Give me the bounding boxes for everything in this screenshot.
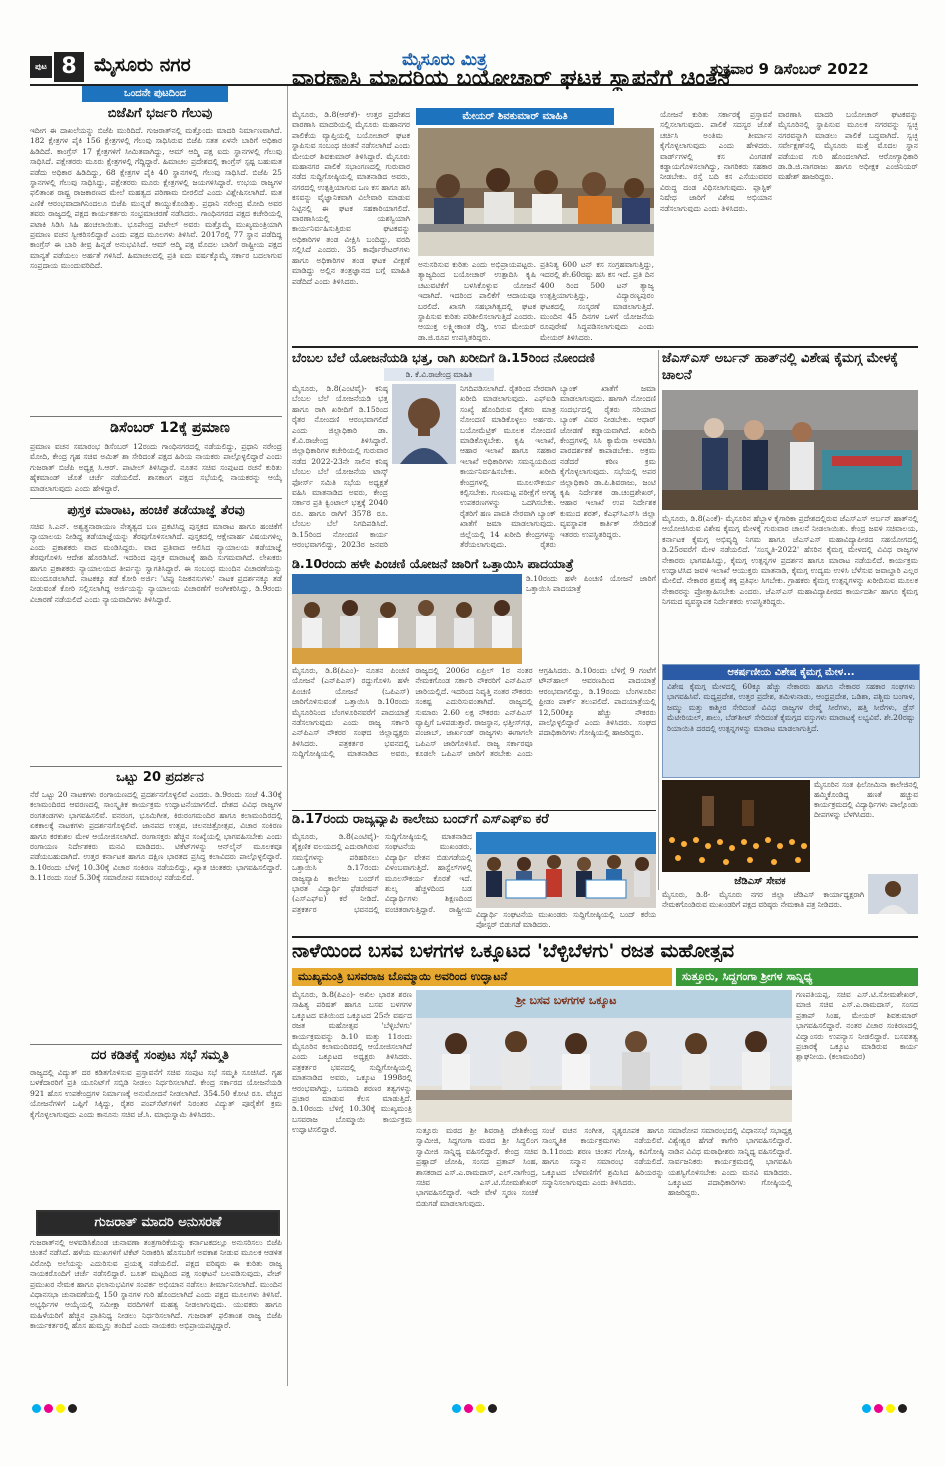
top-story-body-c: ಪ್ರತಿನಿತ್ಯ 600 ಟನ್ ಕಸ ಸಂಗ್ರಹವಾಗುತ್ತಿದ್ದು, ಇದರಲ್ಲಿ ಶೇ.60ರಷ್ಟು ಹಸಿ ಕಸ ಇದೆ. ಪ್ರತಿ ದಿನ 400 ರಿಂದ 500 ಟನ್ ತ್ಯಾಜ್ಯ ಉತ್ಪತ್ತಿಯಾಗುತ್ತಿದ್ದು, ವಿದ್ಯಾರಣ್ಯಪುರಂ ಘಟಕದಲ್ಲಿ ಸಂಸ್ಕರಣೆ ಮಾಡಲಾಗುತ್ತಿದೆ. ಮುಂದಿನ 45 ದಿನಗಳ ಒಳಗೆ ಯೋಜನೆಯ ರೂಪುರೇಷೆ ಸಿದ್ಧಪಡಿಸಲಾಗುವುದು ಎಂದು ಮೇಯರ್ ತಿಳಿಸಿದರು. (540, 260, 654, 342)
cyan-dot (32, 1404, 41, 1413)
handloom-photo (662, 390, 918, 510)
story6-body-d: ಸಮಾರೋಪ ಸಮಾರಂಭದಲ್ಲಿ ವಿಧಾನಸಭೆ ಸಭಾಧ್ಯಕ್ಷ ವಿಶ್ವೇಶ್ವರ ಹೆಗಡೆ ಕಾಗೇರಿ ಭಾಗವಹಿಸಲಿದ್ದಾರೆ. ನಾಡಿನ ವಿವಿಧ ಮಠಾಧೀಶರು ಸಾನ್ನಿಧ್ಯ ವಹಿಸಲಿದ್ದಾರೆ. ಸಾರ್ವಜನಿಕರು ಕಾರ್ಯಕ್ರಮದಲ್ಲಿ ಭಾಗವಹಿಸಿ ಯಶಸ್ವಿಗೊಳಿಸಬೇಕು ಎಂದು ಮನವಿ ಮಾಡಿದರು. ಒಕ್ಕೂಟದ ಪದಾಧಿಕಾರಿಗಳು ಗೋಷ್ಠಿಯಲ್ಲಿ ಹಾಜರಿದ್ದರು. (668, 1126, 792, 1198)
magenta-dot (464, 1404, 473, 1413)
yellow-dot (476, 1404, 485, 1413)
magenta-dot (874, 1404, 883, 1413)
story5-headline: ಡಿ.17ರಂದು ರಾಜ್ಯವ್ಯಾಪಿ ಕಾಲೇಜು ಬಂದ್‌ಗೆ ಎಸ್‌ಎಫ್‌ಐ ಕರೆ (292, 812, 549, 827)
diyas-photo (662, 780, 810, 872)
section-name: ಮೈಸೂರು ನಗರ (94, 54, 191, 76)
cyan-dot (452, 1404, 461, 1413)
top-story-headline: ವಾರಣಾಸಿ ಮಾದರಿಯ ಬಯೋಚಾರ್ ಘಟಕ ಸ್ಥಾಪನೆಗೆ ಚಿಂತನೆ (292, 66, 731, 91)
yellow-dot (56, 1404, 65, 1413)
kicker-bar: ಒಂದನೇ ಪುಟದಿಂದ (82, 86, 228, 102)
story2-body-a: ಮೈಸೂರು, ಡಿ.8(ಎಂಟಿವೈ)- ಕನಿಷ್ಠ ಬೆಂಬಲ ಬೆಲೆ ಯೋಜನೆಯಡಿ ಭತ್ತ ಹಾಗೂ ರಾಗಿ ಖರೀದಿಗೆ ಡಿ.15ರಿಂದ ರೈತರ ನೋಂದಣಿ ಆರಂಭವಾಗಲಿದೆ ಎಂದು ಜಿಲ್ಲಾಧಿಕಾರಿ ಡಾ. ಕೆ.ವಿ.ರಾಜೇಂದ್ರ ತಿಳಿಸಿದ್ದಾರೆ. ಜಿಲ್ಲಾಧಿಕಾರಿಗಳ ಕಚೇರಿಯಲ್ಲಿ ಗುರುವಾರ ನಡೆದ 2022-23ನೇ ಸಾಲಿನ ಕನಿಷ್ಠ ಬೆಂಬಲ ಬೆಲೆ ಯೋಜನೆಯ ಟಾಸ್ಕ್ ಫೋರ್ಸ್ ಸಮಿತಿ ಸಭೆಯ ಅಧ್ಯಕ್ಷತೆ ವಹಿಸಿ ಮಾತನಾಡಿದ ಅವರು, ಕೇಂದ್ರ ಸರ್ಕಾರ ಪ್ರತಿ ಕ್ವಿಂಟಾಲ್ ಭತ್ತಕ್ಕೆ 2040 ರೂ. ಹಾಗೂ ರಾಗಿಗೆ 3578 ರೂ. ಬೆಂಬಲ ಬೆಲೆ ನಿಗದಿಪಡಿಸಿದೆ. ಡಿ.15ರಿಂದ ನೋಂದಣಿ ಕಾರ್ಯ ಆರಂಭವಾಗಲಿದ್ದು, 2023ರ ಜನವರಿ (292, 384, 388, 550)
left-body-1: ಇದೀಗ ಈ ದಾಖಲೆಯನ್ನು ಬಿಜೆಪಿ ಮುರಿದಿದೆ. ಗುಜರಾತ್‌ನಲ್ಲಿ ಮತ್ತೊಂದು ಮಾದರಿ ನಿರ್ಮಾಣವಾಗಿದೆ. 182 ಕ್ಷೇತ್ರಗಳ ಪೈಕಿ 156 ಕ್ಷೇತ್ರಗಳಲ್ಲಿ ಗೆಲುವು ಸಾಧಿಸಿರುವ ಬಿಜೆಪಿ ಸತತ ಏಳನೇ ಬಾರಿಗೆ ಅಧಿಕಾರ ಹಿಡಿದಿದೆ. ಕಾಂಗ್ರೆಸ್ 17 ಕ್ಷೇತ್ರಗಳಿಗೆ ಸೀಮಿತವಾಗಿದ್ದು, ಆಮ್ ಆದ್ಮಿ ಪಕ್ಷ ಐದು ಸ್ಥಾನಗಳಲ್ಲಿ ಗೆಲುವು ಸಾಧಿಸಿದೆ. ಪಕ್ಷೇತರರು ಮೂರು ಕ್ಷೇತ್ರಗಳಲ್ಲಿ ಗೆದ್ದಿದ್ದಾರೆ. ಹಿಮಾಚಲ ಪ್ರದೇಶದಲ್ಲಿ ಕಾಂಗ್ರೆಸ್ ಸ್ಪಷ್ಟ ಬಹುಮತ ಪಡೆದು ಅಧಿಕಾರ ಹಿಡಿದಿದ್ದು, 68 ಕ್ಷೇತ್ರಗಳ ಪೈಕಿ 40 ಸ್ಥಾನಗಳಲ್ಲಿ ಗೆಲುವು ಸಾಧಿಸಿದೆ. ಬಿಜೆಪಿ 25 ಸ್ಥಾನಗಳಲ್ಲಿ ಗೆಲುವು ಸಾಧಿಸಿದ್ದು, ಪಕ್ಷೇತರರು ಮೂರು ಕ್ಷೇತ್ರಗಳಲ್ಲಿ ಜಯಗಳಿಸಿದ್ದಾರೆ. ಉಭಯ ರಾಜ್ಯಗಳ ಫಲಿತಾಂಶ ರಾಷ್ಟ್ರ ರಾಜಕಾರಣದ ಮೇಲೆ ಮಹತ್ವದ ಪರಿಣಾಮ ಬೀರಲಿದೆ ಎಂದು ವಿಶ್ಲೇಷಿಸಲಾಗಿದೆ. ಮತ ಎಣಿಕೆ ಆರಂಭವಾದಾಗಿನಿಂದಲೂ ಬಿಜೆಪಿ ಮುನ್ನಡೆ ಕಾಯ್ದುಕೊಂಡಿತ್ತು. ಪ್ರಧಾನಿ ನರೇಂದ್ರ ಮೋದಿ ಅವರ ತವರು ರಾಜ್ಯದಲ್ಲಿ ಪಕ್ಷದ ಕಾರ್ಯಕರ್ತರು ಸಂಭ್ರಮಾಚರಣೆ ನಡೆಸಿದರು. ಗಾಂಧಿನಗರದ ಪಕ್ಷದ ಕಚೇರಿಯಲ್ಲಿ ಪಟಾಕಿ ಸಿಡಿಸಿ ಸಿಹಿ ಹಂಚಲಾಯಿತು. ಭೂಪೇಂದ್ರ ಪಟೇಲ್ ಅವರು ಮತ್ತೊಮ್ಮೆ ಮುಖ್ಯಮಂತ್ರಿಯಾಗಿ ಪ್ರಮಾಣ ವಚನ ಸ್ವೀಕರಿಸಲಿದ್ದಾರೆ ಎಂದು ಪಕ್ಷದ ಮೂಲಗಳು ತಿಳಿಸಿವೆ. 2017ರಲ್ಲಿ 77 ಸ್ಥಾನ ಪಡೆದಿದ್ದ ಕಾಂಗ್ರೆಸ್ ಈ ಬಾರಿ ತೀವ್ರ ಹಿನ್ನಡೆ ಅನುಭವಿಸಿದೆ. ಆಮ್ ಆದ್ಮಿ ಪಕ್ಷ ಮೊದಲ ಬಾರಿಗೆ ರಾಷ್ಟ್ರೀಯ ಪಕ್ಷದ ಮಾನ್ಯತೆ ಪಡೆಯಲು ಅರ್ಹತೆ ಗಳಿಸಿದೆ. ಹಿಮಾಚಲದಲ್ಲಿ ಪ್ರತಿ ಐದು ವರ್ಷಕ್ಕೊಮ್ಮೆ ಸರ್ಕಾರ ಬದಲಾಗುವ ಸಂಪ್ರದಾಯ ಮುಂದುವರಿದಿದೆ. (30, 126, 282, 271)
story6-body-c: ಸಂಜೆ ವಚನ ಸಂಗೀತ, ನೃತ್ಯರೂಪಕ ಹಾಗೂ ಸಾಂಸ್ಕೃತಿಕ ಕಾರ್ಯಕ್ರಮಗಳು ನಡೆಯಲಿವೆ. ಡಿ.11ರಂದು ಶರಣ ಚಿಂತನ ಗೋಷ್ಠಿ, ಕವಿಗೋಷ್ಠಿ ಹಾಗೂ ಸನ್ಮಾನ ಸಮಾರಂಭ ನಡೆಯಲಿದೆ. ಒಕ್ಕೂಟದ ಬೆಳವಣಿಗೆಗೆ ಶ್ರಮಿಸಿದ ಹಿರಿಯರನ್ನು ಸನ್ಮಾನಿಸಲಾಗುವುದು ಎಂದು ತಿಳಿಸಿದರು. (542, 1126, 664, 1188)
black-dot (68, 1404, 77, 1413)
left-body-6: ಗುಜರಾತ್‌ನಲ್ಲಿ ಅಳವಡಿಸಿಕೊಂಡ ಚುನಾವಣಾ ತಂತ್ರಗಾರಿಕೆಯನ್ನು ಕರ್ನಾಟಕದಲ್ಲೂ ಅನುಸರಿಸಲು ಬಿಜೆಪಿ ಚಿಂತನೆ ನಡೆಸಿದೆ. ಹಳೆಯ ಮುಖಗಳಿಗೆ ಟಿಕೆಟ್ ನಿರಾಕರಿಸಿ ಹೊಸಬರಿಗೆ ಅವಕಾಶ ನೀಡುವ ಮೂಲಕ ಆಡಳಿತ ವಿರೋಧಿ ಅಲೆಯನ್ನು ಎದುರಿಸುವ ಪ್ರಯತ್ನ ನಡೆಯಲಿದೆ. ಪಕ್ಷದ ವರಿಷ್ಠರು ಈ ಕುರಿತು ರಾಜ್ಯ ನಾಯಕರೊಂದಿಗೆ ಚರ್ಚೆ ನಡೆಸಲಿದ್ದಾರೆ. ಬೂತ್ ಮಟ್ಟದಿಂದ ಪಕ್ಷ ಸಂಘಟನೆ ಬಲಪಡಿಸುವುದು, ಪೇಜ್ ಪ್ರಮುಖರ ನೇಮಕ ಹಾಗೂ ಫಲಾನುಭವಿಗಳ ಸಂಪರ್ಕ ಅಭಿಯಾನ ನಡೆಸಲು ತೀರ್ಮಾನಿಸಲಾಗಿದೆ. ಮುಂದಿನ ವಿಧಾನಸಭಾ ಚುನಾವಣೆಯಲ್ಲಿ 150 ಸ್ಥಾನಗಳ ಗುರಿ ಹೊಂದಲಾಗಿದೆ ಎಂದು ಪಕ್ಷದ ಮೂಲಗಳು ತಿಳಿಸಿವೆ. ಅಭ್ಯರ್ಥಿಗಳ ಆಯ್ಕೆಯಲ್ಲಿ ಸಮೀಕ್ಷಾ ವರದಿಗಳಿಗೆ ಮಹತ್ವ ನೀಡಲಾಗುವುದು. ಯುವಕರು ಹಾಗೂ ಮಹಿಳೆಯರಿಗೆ ಹೆಚ್ಚಿನ ಪ್ರಾತಿನಿಧ್ಯ ನೀಡಲು ನಿರ್ಧರಿಸಲಾಗಿದೆ. ಗುಜರಾತ್ ಫಲಿತಾಂಶ ರಾಜ್ಯ ಬಿಜೆಪಿ ಕಾರ್ಯಕರ್ತರಲ್ಲಿ ಹೊಸ ಹುಮ್ಮಸ್ಸು ತಂದಿದೆ ಎಂದು ನಾಯಕರು ಅಭಿಪ್ರಾಯಪಟ್ಟಿದ್ದಾರೆ. (30, 1238, 282, 1331)
registration-marks-center (452, 1398, 500, 1417)
issue-date: ಶುಕ್ರವಾರ 9 ಡಿಸೆಂಬರ್ 2022 (710, 60, 869, 78)
diyas-caption: ಮೈಸೂರಿನ ಸಂತ ಫಿಲೋಮಿನಾ ಕಾಲೇಜಿನಲ್ಲಿ ಹಮ್ಮಿಕೊಂಡಿದ್ದ ಹಣತೆ ಹಚ್ಚುವ ಕಾರ್ಯಕ್ರಮದಲ್ಲಿ ವಿದ್ಯಾರ್ಥಿಗಳು ಪಾಲ್ಗೊಂಡು ದೀಪಗಳನ್ನು ಬೆಳಗಿಸಿದರು. (814, 780, 918, 819)
registration-marks-left (32, 1398, 80, 1417)
story6-tag1 (292, 968, 672, 986)
sfi-photo (476, 832, 656, 908)
left-head-6: ಗುಜರಾತ್ ಮಾದರಿ ಅನುಸರಣೆ (94, 1215, 222, 1230)
left-body-3: ಸಚಿವ ಸಿ.ಎನ್. ಅಶ್ವತ್ಥನಾರಾಯಣ ನೇತೃತ್ವದ ಬಣ ಪ್ರಕಟಿಸಿದ್ದ ಪುಸ್ತಕದ ಮಾರಾಟ ಹಾಗೂ ಹಂಚಿಕೆಗೆ ನ್ಯಾಯಾಲಯ ನೀಡಿದ್ದ ತಡೆಯಾಜ್ಞೆಯನ್ನು ತೆರವುಗೊಳಿಸಲಾಗಿದೆ. ಪುಸ್ತಕದಲ್ಲಿ ಆಕ್ಷೇಪಾರ್ಹ ವಿಷಯಗಳಿಲ್ಲ ಎಂದು ಪ್ರಕಾಶಕರು ವಾದ ಮಂಡಿಸಿದ್ದರು. ವಾದ ಪ್ರತಿವಾದ ಆಲಿಸಿದ ನ್ಯಾಯಾಲಯ ತಡೆಯಾಜ್ಞೆ ತೆರವುಗೊಳಿಸಿ ಆದೇಶ ಹೊರಡಿಸಿದೆ. ಇದರಿಂದ ಪುಸ್ತಕ ಮಾರಾಟಕ್ಕೆ ಹಾದಿ ಸುಗಮವಾಗಿದೆ. ಲೇಖಕರು ಹಾಗೂ ಪ್ರಕಾಶಕರು ನ್ಯಾಯಾಲಯದ ತೀರ್ಪನ್ನು ಸ್ವಾಗತಿಸಿದ್ದಾರೆ. ಈ ಸಂಬಂಧ ಮುಂದಿನ ವಿಚಾರಣೆಯನ್ನು ಮುಂದೂಡಲಾಗಿದೆ. ನಾಟಕಕ್ಕೂ ತಡೆ ಕೋರಿ ಅರ್ಜಿ: 'ಟಿಪ್ಪು ನಿಜಕನಸುಗಳು' ನಾಟಕ ಪ್ರದರ್ಶನಕ್ಕೂ ತಡೆ ನೀಡುವಂತೆ ಕೋರಿ ಸಲ್ಲಿಸಲಾಗಿದ್ದ ಅರ್ಜಿಯನ್ನು ನ್ಯಾಯಾಲಯ ವಿಚಾರಣೆಗೆ ಅಂಗೀಕರಿಸಿದ್ದು, ಡಿ.9ರಂದು ವಿಚಾರಣೆ ನಡೆಯಲಿದೆ ಎಂದು ನ್ಯಾಯವಾದಿಗಳು ತಿಳಿಸಿದ್ದಾರೆ. (30, 522, 282, 604)
top-story-subhead-bar: ಮೇಯರ್ ಶಿವಕುಮಾರ್ ಮಾಹಿತಿ (416, 108, 614, 125)
story2-body-b: ನಿಗದಿಪಡಿಸಲಾಗಿದೆ. ರೈತರಿಂದ ನೇರವಾಗಿ ಖರೀದಿ ಮಾಡಲಾಗುವುದು. ಎಫ್‌ಐಡಿ ಸಂಖ್ಯೆ ಹೊಂದಿರುವ ರೈತರು ಮಾತ್ರ ನೋಂದಣಿ ಮಾಡಿಕೊಳ್ಳಲು ಅರ್ಹರು. ಬಯೋಮೆಟ್ರಿಕ್ ಮೂಲಕ ನೋಂದಣಿ ಮಾಡಿಕೊಳ್ಳಬೇಕು. ಕೃಷಿ ಇಲಾಖೆ, ಆಹಾರ ಇಲಾಖೆ ಹಾಗೂ ಸಹಕಾರ ಇಲಾಖೆ ಅಧಿಕಾರಿಗಳು ಸಮನ್ವಯದಿಂದ ಕಾರ್ಯನಿರ್ವಹಿಸಬೇಕು. ಖರೀದಿ ಕೇಂದ್ರಗಳಲ್ಲಿ ಮೂಲಸೌಕರ್ಯ ಕಲ್ಪಿಸಬೇಕು. ಗುಣಮಟ್ಟ ಪರೀಕ್ಷೆಗೆ ಅಗತ್ಯ ಉಪಕರಣಗಳನ್ನು ಒದಗಿಸಬೇಕು. ರೈತರಿಗೆ ಹಣ ಪಾವತಿ ನೇರವಾಗಿ ಬ್ಯಾಂಕ್ ಖಾತೆಗೆ ಜಮಾ ಮಾಡಲಾಗುವುದು. ಜಿಲ್ಲೆಯಲ್ಲಿ 14 ಖರೀದಿ ಕೇಂದ್ರಗಳನ್ನು ತೆರೆಯಲಾಗುವುದು. ರೈತರು (460, 384, 556, 550)
jds-photo (868, 874, 918, 914)
story5-body: ಮೈಸೂರು, ಡಿ.8(ಎಂಟಿವೈ)- ಶೈಕ್ಷಣಿಕ ವಲಯದಲ್ಲಿ ಎದುರಾಗಿರುವ ಸಮಸ್ಯೆಗಳನ್ನು ಪರಿಹರಿಸಲು ಒತ್ತಾಯಿಸಿ ಡಿ.17ರಂದು ರಾಜ್ಯವ್ಯಾಪಿ ಕಾಲೇಜು ಬಂದ್‌ಗೆ ಭಾರತ ವಿದ್ಯಾರ್ಥಿ ಫೆಡರೇಷನ್ (ಎಸ್‌ಎಫ್‌ಐ) ಕರೆ ನೀಡಿದೆ. ಪತ್ರಕರ್ತರ ಭವನದಲ್ಲಿ ಸುದ್ದಿಗೋಷ್ಠಿಯಲ್ಲಿ ಮಾತನಾಡಿದ ಸಂಘಟನೆಯ ಮುಖಂಡರು, ವಿದ್ಯಾರ್ಥಿ ವೇತನ ಬಿಡುಗಡೆಯಲ್ಲಿ ವಿಳಂಬವಾಗುತ್ತಿದೆ. ಹಾಸ್ಟೆಲ್‌ಗಳಲ್ಲಿ ಮೂಲಸೌಕರ್ಯ ಕೊರತೆ ಇದೆ. ಶುಲ್ಕ ಹೆಚ್ಚಳದಿಂದ ಬಡ ವಿದ್ಯಾರ್ಥಿಗಳು ಶಿಕ್ಷಣದಿಂದ ವಂಚಿತರಾಗುತ್ತಿದ್ದಾರೆ. ರಾಷ್ಟ್ರೀಯ (292, 832, 472, 914)
black-dot (488, 1404, 497, 1413)
top-story-body-d: ಯೋಜನೆ ಕುರಿತು ಸರ್ಕಾರಕ್ಕೆ ಪ್ರಸ್ತಾವನೆ ಸಲ್ಲಿಸಲಾಗುವುದು. ಪಾಲಿಕೆ ಸದಸ್ಯರ ಜೊತೆ ಚರ್ಚಿಸಿ ಅಂತಿಮ ತೀರ್ಮಾನ ಕೈಗೊಳ್ಳಲಾಗುವುದು ಎಂದು ಹೇಳಿದರು. ವಾರ್ಡ್‌ಗಳಲ್ಲಿ ಕಸ ವಿಂಗಡಣೆ ಕಡ್ಡಾಯಗೊಳಿಸಲಾಗಿದ್ದು, ನಾಗರಿಕರು ಸಹಕಾರ ನೀಡಬೇಕು. ರಸ್ತೆ ಬದಿ ಕಸ ಎಸೆಯುವವರ ವಿರುದ್ಧ ದಂಡ ವಿಧಿಸಲಾಗುವುದು. ಪ್ಲಾಸ್ಟಿಕ್ ನಿಷೇಧ ಜಾರಿಗೆ ವಿಶೇಷ ಅಭಿಯಾನ ನಡೆಸಲಾಗುವುದು ಎಂದು ತಿಳಿಸಿದರು. (660, 110, 772, 213)
story6-body-a: ಮೈಸೂರು, ಡಿ.8(ಪಿಎಂ)- ಅಖಿಲ ಭಾರತ ಶರಣ ಸಾಹಿತ್ಯ ಪರಿಷತ್ ಹಾಗೂ ಬಸವ ಬಳಗಗಳ ಒಕ್ಕೂಟದ ವತಿಯಿಂದ ಒಕ್ಕೂಟದ 25ನೇ ವರ್ಷದ ರಜತ ಮಹೋತ್ಸವ 'ಬೆಳ್ಳಿಬೆಳಗು' ಕಾರ್ಯಕ್ರಮವನ್ನು ಡಿ.10 ಮತ್ತು 11ರಂದು ಮೈಸೂರಿನ ಕಲಾಮಂದಿರದಲ್ಲಿ ಆಯೋಜಿಸಲಾಗಿದೆ ಎಂದು ಒಕ್ಕೂಟದ ಅಧ್ಯಕ್ಷರು ತಿಳಿಸಿದರು. ಪತ್ರಕರ್ತರ ಭವನದಲ್ಲಿ ಸುದ್ದಿಗೋಷ್ಠಿಯಲ್ಲಿ ಮಾತನಾಡಿದ ಅವರು, ಒಕ್ಕೂಟ 1998ರಲ್ಲಿ ಆರಂಭವಾಗಿದ್ದು, ಬಸವಾದಿ ಶರಣರ ತತ್ವಗಳನ್ನು ಪ್ರಚಾರ ಮಾಡುವ ಕೆಲಸ ಮಾಡುತ್ತಿದೆ. ಡಿ.10ರಂದು ಬೆಳಿಗ್ಗೆ 10.30ಕ್ಕೆ ಮುಖ್ಯಮಂತ್ರಿ ಬಸವರಾಜ ಬೊಮ್ಮಾಯಿ ಕಾರ್ಯಕ್ರಮ ಉದ್ಘಾಟಿಸಲಿದ್ದಾರೆ. (292, 990, 412, 1135)
left-body-5: ರಾಜ್ಯದಲ್ಲಿ ವಿದ್ಯುತ್ ದರ ಕಡಿತಗೊಳಿಸುವ ಪ್ರಸ್ತಾವನೆಗೆ ಸಚಿವ ಸಂಪುಟ ಸಭೆ ಸಮ್ಮತಿ ಸೂಚಿಸಿದೆ. ಗೃಹ ಬಳಕೆದಾರರಿಗೆ ಪ್ರತಿ ಯೂನಿಟ್‌ಗೆ ಸಬ್ಸಿಡಿ ನೀಡಲು ನಿರ್ಧರಿಸಲಾಗಿದೆ. ಕೇಂದ್ರ ಸರ್ಕಾರದ ಯೋಜನೆಯಡಿ 921 ಹೊಸ ಉಪಕೇಂದ್ರಗಳ ನಿರ್ಮಾಣಕ್ಕೆ ಅನುಮೋದನೆ ನೀಡಲಾಗಿದೆ. 354.50 ಕೋಟಿ ರೂ. ವೆಚ್ಚದ ಯೋಜನೆಗಳಿಗೆ ಒಪ್ಪಿಗೆ ಸಿಕ್ಕಿದ್ದು, ರೈತರ ಪಂಪ್‌ಸೆಟ್‌ಗಳಿಗೆ ನಿರಂತರ ವಿದ್ಯುತ್ ಪೂರೈಕೆಗೆ ಕ್ರಮ ಕೈಗೊಳ್ಳಲಾಗುವುದು ಎಂದು ಕಾನೂನು ಸಚಿವ ಜೆ.ಸಿ. ಮಾಧುಸ್ವಾಮಿ ತಿಳಿಸಿದರು. (30, 1068, 282, 1119)
left-head-6-bar (36, 1210, 280, 1236)
basava-banner-text: ಶ್ರೀ ಬಸವ ಬಳಗಗಳ ಒಕ್ಕೂಟ (516, 994, 617, 1007)
story2-headline: ಬೆಂಬಲ ಬೆಲೆ ಯೋಜನೆಯಡಿ ಭತ್ತ, ರಾಗಿ ಖರೀದಿಗೆ ಡಿ.15ರಿಂದ ನೋಂದಣಿ (292, 350, 595, 365)
tag2-text: ಸುತ್ತೂರು, ಸಿದ್ದಗಂಗಾ ಶ್ರೀಗಳ ಸಾನ್ನಿಧ್ಯ (682, 970, 813, 983)
left-body-4: ನೆರೆ ಒಟ್ಟು 20 ನಾಟಕಗಳು ರಂಗಾಯಣದಲ್ಲಿ ಪ್ರದರ್ಶನಗೊಳ್ಳಲಿವೆ ಎಂದರು. ಡಿ.9ರಂದು ಸಂಜೆ 4.30ಕ್ಕೆ ಕಲಾಮಂದಿರದ ಆವರಣದಲ್ಲಿ ಸಾಂಸ್ಕೃತಿಕ ಕಾರ್ಯಕ್ರಮ ಉದ್ಘಾಟನೆಯಾಗಲಿದೆ. ದೇಶದ ವಿವಿಧ ರಾಜ್ಯಗಳ ರಂಗತಂಡಗಳು ಭಾಗವಹಿಸಲಿವೆ. ವನರಂಗ, ಭೂಮಿಗೀತ, ಕಿರುರಂಗಮಂದಿರ ಹಾಗೂ ಕಲಾಮಂದಿರದಲ್ಲಿ ಏಕಕಾಲಕ್ಕೆ ನಾಟಕಗಳು ಪ್ರದರ್ಶನಗೊಳ್ಳಲಿವೆ. ಜಾನಪದ ಉತ್ಸವ, ಚಲನಚಿತ್ರೋತ್ಸವ, ವಿಚಾರ ಸಂಕಿರಣ ಹಾಗೂ ಕರಕುಶಲ ಮೇಳ ಆಯೋಜಿಸಲಾಗಿದೆ. ರಂಗಾಸಕ್ತರು ಹೆಚ್ಚಿನ ಸಂಖ್ಯೆಯಲ್ಲಿ ಭಾಗವಹಿಸಬೇಕು ಎಂದು ರಂಗಾಯಣ ನಿರ್ದೇಶಕರು ಮನವಿ ಮಾಡಿದರು. ಟಿಕೆಟ್‌ಗಳನ್ನು ಆನ್‌ಲೈನ್ ಮೂಲಕವೂ ಪಡೆಯಬಹುದಾಗಿದೆ. ಉತ್ತರ ಕರ್ನಾಟಕ ಹಾಗೂ ದಕ್ಷಿಣ ಭಾರತದ ಪ್ರಸಿದ್ಧ ಕಲಾವಿದರು ಪಾಲ್ಗೊಳ್ಳಲಿದ್ದಾರೆ. ಡಿ.10ರಂದು ಬೆಳಿಗ್ಗೆ 10.30ಕ್ಕೆ ವಿಚಾರ ಸಂಕಿರಣ ನಡೆಯಲಿದ್ದು, ಖ್ಯಾತ ಚಿಂತಕರು ಭಾಗವಹಿಸಲಿದ್ದಾರೆ. ಡಿ.11ರಂದು ಸಂಜೆ 5.30ಕ್ಕೆ ಸಮಾರೋಪ ಸಮಾರಂಭ ನಡೆಯಲಿದೆ. (30, 790, 282, 883)
story4-body-side: ಡಿ.10ರಂದು ಹಳೇ ಪಿಂಚಣಿ ಯೋಜನೆ ಜಾರಿಗೆ ಒತ್ತಾಯಿಸಿ ಪಾದಯಾತ್ರೆ (526, 574, 656, 594)
meeting-photo (418, 128, 654, 256)
top-story-body-e: ವಾರಣಾಸಿ ಮಾದರಿ ಬಯೋಚಾರ್ ಘಟಕವನ್ನು ಮೈಸೂರಿನಲ್ಲಿ ಸ್ಥಾಪಿಸುವ ಮೂಲಕ ನಗರವನ್ನು ಸ್ವಚ್ಛ ನಗರವನ್ನಾಗಿ ಮಾಡಲು ಪಾಲಿಕೆ ಬದ್ಧವಾಗಿದೆ. ಸ್ವಚ್ಛ ಸರ್ವೇಕ್ಷಣ್‌ನಲ್ಲಿ ಮೈಸೂರು ಮತ್ತೆ ಮೊದಲ ಸ್ಥಾನ ಪಡೆಯುವ ಗುರಿ ಹೊಂದಲಾಗಿದೆ. ಆರೋಗ್ಯಾಧಿಕಾರಿ ಡಾ.ಡಿ.ಜಿ.ನಾಗರಾಜು ಹಾಗೂ ಅಧೀಕ್ಷಕ ಎಂಜಿನಿಯರ್ ಮಹೇಶ್ ಹಾಜರಿದ್ದರು. (778, 110, 918, 182)
magenta-dot (44, 1404, 53, 1413)
story2-byline: ಡಿ. ಕೆ.ವಿ.ರಾಜೇಂದ್ರ ಮಾಹಿತಿ (384, 368, 494, 381)
left-headline: ಬಿಜೆಪಿಗೆ ಭರ್ಜರಿ ಗೆಲುವು (107, 106, 213, 121)
jds-caption-title: ಜೆಡಿಎಸ್ ಸೇವಕ (734, 876, 786, 887)
jds-caption: ಮೈಸೂರು, ಡಿ.8- ಮೈಸೂರು ನಗರ ಜಿಲ್ಲಾ ಜೆಡಿಎಸ್ ಕಾರ್ಯಾಧ್ಯಕ್ಷರಾಗಿ ನೇಮಕಗೊಂಡಿರುವ ಮುಖಂಡರಿಗೆ ಪಕ್ಷದ ವರಿಷ್ಠರು ನೇಮಕಾತಿ ಪತ್ರ ನೀಡಿದರು. (662, 890, 864, 909)
pension-photo (292, 574, 522, 664)
yellow-dot (886, 1404, 895, 1413)
page-label: ಪುಟ (30, 56, 52, 78)
handloom-box-body: ವಿಶೇಷ ಕೈಮಗ್ಗ ಮೇಳದಲ್ಲಿ 60ಕ್ಕೂ ಹೆಚ್ಚು ನೇಕಾರರು ಹಾಗೂ ನೇಕಾರರ ಸಹಕಾರ ಸಂಘಗಳು ಭಾಗವಹಿಸಿವೆ. ಮಧ್ಯಪ್ರದೇಶ, ಉತ್ತರ ಪ್ರದೇಶ, ತಮಿಳುನಾಡು, ಆಂಧ್ರಪ್ರದೇಶ, ಒಡಿಶಾ, ಪಶ್ಚಿಮ ಬಂಗಾಳ, ಜಮ್ಮು ಮತ್ತು ಕಾಶ್ಮೀರ ಸೇರಿದಂತೆ ವಿವಿಧ ರಾಜ್ಯಗಳ ರೇಷ್ಮೆ ಸೀರೆಗಳು, ಹತ್ತಿ ಸೀರೆಗಳು, ಡ್ರೆಸ್ ಮೆಟೀರಿಯಲ್, ಶಾಲು, ಬೆಡ್‌ಶೀಟ್ ಸೇರಿದಂತೆ ಕೈಮಗ್ಗದ ವಸ್ತುಗಳು ಮಾರಾಟಕ್ಕೆ ಲಭ್ಯವಿವೆ. ಶೇ.20ರಷ್ಟು ರಿಯಾಯಿತಿ ದರದಲ್ಲಿ ಉತ್ಪನ್ನಗಳನ್ನು ಮಾರಾಟ ಮಾಡಲಾಗುತ್ತಿದೆ. (667, 682, 915, 733)
top-story-body-b: ಅನುಸರಿಸುವ ಕುರಿತು ಎಂದು ಅಭಿಪ್ರಾಯಪಟ್ಟರು. ತ್ಯಾಜ್ಯದಿಂದ ಬಯೋಚಾರ್ ಉತ್ಪಾದಿಸಿ ಕೃಷಿ ಚಟುವಟಿಕೆಗೆ ಬಳಸಿಕೊಳ್ಳುವ ಯೋಜನೆ ಇದಾಗಿದೆ. ಇದರಿಂದ ಪಾಲಿಕೆಗೆ ಆದಾಯವೂ ಬರಲಿದೆ. ಖಾಸಗಿ ಸಹಭಾಗಿತ್ವದಲ್ಲಿ ಘಟಕ ಸ್ಥಾಪಿಸುವ ಕುರಿತು ಪರಿಶೀಲಿಸಲಾಗುತ್ತಿದೆ ಎಂದರು. ಆಯುಕ್ತ ಲಕ್ಷ್ಮೀಕಾಂತ ರೆಡ್ಡಿ, ಉಪ ಮೇಯರ್ ಡಾ.ಜಿ.ರೂಪ ಉಪಸ್ಥಿತರಿದ್ದರು. (418, 260, 536, 342)
story4-body: ಮೈಸೂರು, ಡಿ.8(ಪಿಎಂ)- ನೂತನ ಪಿಂಚಣಿ ಯೋಜನೆ (ಎನ್‌ಪಿಎಸ್) ರದ್ದುಗೊಳಿಸಿ ಹಳೇ ಪಿಂಚಣಿ ಯೋಜನೆ (ಒಪಿಎಸ್) ಜಾರಿಗೊಳಿಸುವಂತೆ ಒತ್ತಾಯಿಸಿ ಡಿ.10ರಂದು ಮೈಸೂರಿನಿಂದ ಬೆಂಗಳೂರಿನವರೆಗೆ ಪಾದಯಾತ್ರೆ ನಡೆಸಲಾಗುವುದು ಎಂದು ರಾಜ್ಯ ಸರ್ಕಾರಿ ಎನ್‌ಪಿಎಸ್ ನೌಕರರ ಸಂಘದ ಜಿಲ್ಲಾಧ್ಯಕ್ಷರು ತಿಳಿಸಿದರು. ಪತ್ರಕರ್ತರ ಭವನದಲ್ಲಿ ಸುದ್ದಿಗೋಷ್ಠಿಯಲ್ಲಿ ಮಾತನಾಡಿದ ಅವರು, ರಾಜ್ಯದಲ್ಲಿ 2006ರ ಏಪ್ರಿಲ್ 1ರ ನಂತರ ನೇಮಕಗೊಂಡ ಸರ್ಕಾರಿ ನೌಕರರಿಗೆ ಎನ್‌ಪಿಎಸ್ ಜಾರಿಯಲ್ಲಿದೆ. ಇದರಿಂದ ನಿವೃತ್ತಿ ನಂತರ ನೌಕರರು ಸಂಕಷ್ಟ ಎದುರಿಸುವಂತಾಗಿದೆ. ರಾಜ್ಯದಲ್ಲಿ ಸುಮಾರು 2.60 ಲಕ್ಷ ನೌಕರರು ಎನ್‌ಪಿಎಸ್ ವ್ಯಾಪ್ತಿಗೆ ಒಳಪಡುತ್ತಾರೆ. ರಾಜಸ್ಥಾನ, ಛತ್ತೀಸ್‌ಗಢ, ಪಂಜಾಬ್, ಜಾರ್ಖಂಡ್ ರಾಜ್ಯಗಳು ಈಗಾಗಲೇ ಒಪಿಎಸ್ ಜಾರಿಗೊಳಿಸಿವೆ. ರಾಜ್ಯ ಸರ್ಕಾರವೂ ಕೂಡಲೇ ಒಪಿಎಸ್ ಜಾರಿಗೆ ತರಬೇಕು ಎಂದು ಆಗ್ರಹಿಸಿದರು. ಡಿ.10ರಂದು ಬೆಳಿಗ್ಗೆ 9 ಗಂಟೆಗೆ ಟೌನ್‌ಹಾಲ್ ಆವರಣದಿಂದ ಪಾದಯಾತ್ರೆ ಆರಂಭವಾಗಲಿದ್ದು, ಡಿ.19ರಂದು ಬೆಂಗಳೂರಿನ ಫ್ರೀಡಂ ಪಾರ್ಕ್ ತಲುಪಲಿದೆ. ಪಾದಯಾತ್ರೆಯಲ್ಲಿ 12,500ಕ್ಕೂ ಹೆಚ್ಚು ನೌಕರರು ಪಾಲ್ಗೊಳ್ಳಲಿದ್ದಾರೆ ಎಂದು ತಿಳಿಸಿದರು. ಸಂಘದ ಪದಾಧಿಕಾರಿಗಳು ಗೋಷ್ಠಿಯಲ್ಲಿ ಹಾಜರಿದ್ದರು. (292, 666, 656, 759)
top-story-body-a: ಮೈಸೂರು, ಡಿ.8(ಆರ್‌ಕೆ)- ಉತ್ತರ ಪ್ರದೇಶದ ವಾರಣಾಸಿ ಮಾದರಿಯಲ್ಲಿ ಮೈಸೂರು ಮಹಾನಗರ ಪಾಲಿಕೆಯ ವ್ಯಾಪ್ತಿಯಲ್ಲಿ ಬಯೋಚಾರ್ ಘಟಕ ಸ್ಥಾಪಿಸುವ ಸಂಬಂಧ ಚಿಂತನೆ ನಡೆಸಲಾಗಿದೆ ಎಂದು ಮೇಯರ್ ಶಿವಕುಮಾರ್ ತಿಳಿಸಿದ್ದಾರೆ. ಮೈಸೂರು ಮಹಾನಗರ ಪಾಲಿಕೆ ಸಭಾಂಗಣದಲ್ಲಿ ಗುರುವಾರ ನಡೆದ ಸುದ್ದಿಗೋಷ್ಠಿಯಲ್ಲಿ ಮಾತನಾಡಿದ ಅವರು, ನಗರದಲ್ಲಿ ಉತ್ಪತ್ತಿಯಾಗುವ ಒಣ ಕಸ ಹಾಗೂ ಹಸಿ ಕಸವನ್ನು ವೈಜ್ಞಾನಿಕವಾಗಿ ವಿಲೇವಾರಿ ಮಾಡುವ ನಿಟ್ಟಿನಲ್ಲಿ ಈ ಘಟಕ ಸಹಕಾರಿಯಾಗಲಿದೆ. ವಾರಣಾಸಿಯಲ್ಲಿ ಯಶಸ್ವಿಯಾಗಿ ಕಾರ್ಯನಿರ್ವಹಿಸುತ್ತಿರುವ ಘಟಕವನ್ನು ಅಧಿಕಾರಿಗಳ ತಂಡ ವೀಕ್ಷಿಸಿ ಬಂದಿದ್ದು, ವರದಿ ಸಲ್ಲಿಸಿದೆ ಎಂದರು. 35 ಕಾರ್ಪೊರೇಟರ್‌ಗಳು ಹಾಗೂ ಅಧಿಕಾರಿಗಳ ತಂಡ ಘಟಕ ವೀಕ್ಷಣೆ ಮಾಡಿದ್ದು ಅಲ್ಲಿನ ತಂತ್ರಜ್ಞಾನದ ಬಗ್ಗೆ ಮಾಹಿತಿ ಪಡೆದಿದೆ ಎಂದು ತಿಳಿಸಿದರು. (292, 110, 410, 286)
story3-body: ಮೈಸೂರು, ಡಿ.8(ಎಂಕೆ)- ಮೈಸೂರಿನ ಹೆಬ್ಬಾಳ ಕೈಗಾರಿಕಾ ಪ್ರದೇಶದಲ್ಲಿರುವ ಜೆಎಸ್‌ಎಸ್ ಅರ್ಬನ್ ಹಾತ್‌ನಲ್ಲಿ ಆಯೋಜಿಸಿರುವ ವಿಶೇಷ ಕೈಮಗ್ಗ ಮೇಳಕ್ಕೆ ಗುರುವಾರ ಚಾಲನೆ ನೀಡಲಾಯಿತು. ಕೇಂದ್ರ ಜವಳಿ ಸಚಿವಾಲಯ, ಕರ್ನಾಟಕ ಕೈಮಗ್ಗ ಅಭಿವೃದ್ಧಿ ನಿಗಮ ಹಾಗೂ ಜೆಎಸ್‌ಎಸ್ ಮಹಾವಿದ್ಯಾಪೀಠದ ಸಹಯೋಗದಲ್ಲಿ ಡಿ.25ರವರೆಗೆ ಮೇಳ ನಡೆಯಲಿದೆ. 'ಸಂಸ್ಕೃತಿ-2022' ಹೆಸರಿನ ಕೈಮಗ್ಗ ಮೇಳದಲ್ಲಿ ವಿವಿಧ ರಾಜ್ಯಗಳ ನೇಕಾರರು ಭಾಗವಹಿಸಿದ್ದು, ಕೈಮಗ್ಗ ಉತ್ಪನ್ನಗಳ ಪ್ರದರ್ಶನ ಹಾಗೂ ಮಾರಾಟ ನಡೆಯಲಿದೆ. ಕಾರ್ಯಕ್ರಮ ಉದ್ಘಾಟಿಸಿದ ಜವಳಿ ಇಲಾಖೆ ಆಯುಕ್ತರು ಮಾತನಾಡಿ, ಕೈಮಗ್ಗ ಉದ್ಯಮ ಉಳಿಸಿ ಬೆಳೆಸುವ ಜವಾಬ್ದಾರಿ ಎಲ್ಲರ ಮೇಲಿದೆ. ನೇಕಾರರ ಶ್ರಮಕ್ಕೆ ತಕ್ಕ ಪ್ರತಿಫಲ ಸಿಗಬೇಕು. ಗ್ರಾಹಕರು ಕೈಮಗ್ಗ ಉತ್ಪನ್ನಗಳನ್ನು ಖರೀದಿಸುವ ಮೂಲಕ ನೇಕಾರರನ್ನು ಪ್ರೋತ್ಸಾಹಿಸಬೇಕು ಎಂದರು. ಜೆಎಸ್‌ಎಸ್ ಮಹಾವಿದ್ಯಾಪೀಠದ ಕಾರ್ಯದರ್ಶಿ ಹಾಗೂ ಕೈಮಗ್ಗ ನಿಗಮದ ವ್ಯವಸ್ಥಾಪಕ ನಿರ್ದೇಶಕರು ಉಪಸ್ಥಿತರಿದ್ದರು. (662, 514, 918, 607)
story2-body-c: ಬ್ಯಾಂಕ್ ಖಾತೆಗೆ ಜಮಾ ಮಾಡಲಾಗುವುದು. ಹಾಗಾಗಿ ನೋಂದಣಿ ಸಂದರ್ಭದಲ್ಲಿ ರೈತರು ಸರಿಯಾದ ಬ್ಯಾಂಕ್ ವಿವರ ನೀಡಬೇಕು. ಆಧಾರ್ ಜೋಡಣೆ ಕಡ್ಡಾಯವಾಗಿದೆ. ಖರೀದಿ ಕೇಂದ್ರಗಳಲ್ಲಿ ಸಿಸಿ ಕ್ಯಾಮೆರಾ ಅಳವಡಿಸಿ ಪಾರದರ್ಶಕತೆ ಕಾಪಾಡಬೇಕು. ಅಕ್ರಮ ನಡೆದರೆ ಕಠಿಣ ಕ್ರಮ ಕೈಗೊಳ್ಳಲಾಗುವುದು. ಸಭೆಯಲ್ಲಿ ಅಪರ ಜಿಲ್ಲಾಧಿಕಾರಿ ಡಾ.ಪಿ.ಶಿವರಾಜು, ಜಂಟಿ ಕೃಷಿ ನಿರ್ದೇಶಕ ಡಾ.ಚಂದ್ರಶೇಖರ್, ಆಹಾರ ಇಲಾಖೆ ಉಪ ನಿರ್ದೇಶಕ ಕುಮುದ ಶರತ್, ಕೆಎಫ್‌ಸಿಎಸ್‌ಸಿ ಜಿಲ್ಲಾ ವ್ಯವಸ್ಥಾಪಕ ಕಾರ್ತಿಕ್ ಸೇರಿದಂತೆ ಇತರರು ಉಪಸ್ಥಿತರಿದ್ದರು. (560, 384, 656, 539)
story4-headline: ಡಿ.10ರಂದು ಹಳೇ ಪಿಂಚಣಿ ಯೋಜನೆ ಜಾರಿಗೆ ಒತ್ತಾಯಿಸಿ ಪಾದಯಾತ್ರೆ (292, 556, 574, 571)
story6-tag2 (676, 968, 918, 986)
story6-body-e: ಗಣಪತಿಯಪ್ಪ, ಸಚಿವ ಎಸ್.ಟಿ.ಸೋಮಶೇಖರ್, ಮಾಜಿ ಸಚಿವ ಎಸ್.ಎ.ರಾಮದಾಸ್, ಸಂಸದ ಪ್ರತಾಪ್ ಸಿಂಹ, ಮೇಯರ್ ಶಿವಕುಮಾರ್ ಭಾಗವಹಿಸಲಿದ್ದಾರೆ. ನಂತರ ವಿಚಾರ ಸಂಕಿರಣದಲ್ಲಿ ವಿದ್ವಾಂಸರು ಉಪನ್ಯಾಸ ನೀಡಲಿದ್ದಾರೆ. ಬಸವತತ್ವ ಪ್ರಚಾರಕ್ಕೆ ಒಕ್ಕೂಟ ಮಾಡಿರುವ ಕಾರ್ಯ ಶ್ಲಾಘನೀಯ. (ಕಲಾಮಂದಿರ) (796, 990, 918, 1062)
story6-headline: ನಾಳೆಯಿಂದ ಬಸವ ಬಳಗಗಳ ಒಕ್ಕೂಟದ 'ಬೆಳ್ಳಿಬೆಳಗು' ರಜತ ಮಹೋತ್ಸವ (292, 940, 735, 962)
left-body-2: ಪ್ರಮಾಣ ವಚನ ಸಮಾರಂಭ ಡಿಸೆಂಬರ್ 12ರಂದು ಗಾಂಧಿನಗರದಲ್ಲಿ ನಡೆಯಲಿದ್ದು, ಪ್ರಧಾನಿ ನರೇಂದ್ರ ಮೋದಿ, ಕೇಂದ್ರ ಗೃಹ ಸಚಿವ ಅಮಿತ್ ಶಾ ಸೇರಿದಂತೆ ಪಕ್ಷದ ಹಿರಿಯ ನಾಯಕರು ಪಾಲ್ಗೊಳ್ಳಲಿದ್ದಾರೆ ಎಂದು ಗುಜರಾತ್ ಬಿಜೆಪಿ ಅಧ್ಯಕ್ಷ ಸಿ.ಆರ್. ಪಾಟೀಲ್ ತಿಳಿಸಿದ್ದಾರೆ. ನೂತನ ಸಚಿವ ಸಂಪುಟದ ರಚನೆ ಕುರಿತು ಹೈಕಮಾಂಡ್ ಜೊತೆ ಚರ್ಚೆ ನಡೆಯಲಿದೆ. ಶಾಸಕಾಂಗ ಪಕ್ಷದ ಸಭೆಯಲ್ಲಿ ನಾಯಕರನ್ನು ಆಯ್ಕೆ ಮಾಡಲಾಗುವುದು ಎಂದು ಹೇಳಿದ್ದಾರೆ. (30, 442, 282, 493)
left-head-5: ದರ ಕಡಿತಕ್ಕೆ ಸಂಪುಟ ಸಭೆ ಸಮ್ಮತಿ (91, 1048, 229, 1063)
collector-photo (392, 384, 456, 464)
paper-name: ಮೈಸೂರು ಮಿತ್ರ (402, 50, 487, 70)
left-head-2: ಡಿಸೆಂಬರ್ 12ಕ್ಕೆ ಪ್ರಮಾಣ (110, 420, 230, 436)
left-head-3: ಪುಸ್ತಕ ಮಾರಾಟ, ಹಂಚಿಕೆ ತಡೆಯಾಜ್ಞೆ ತೆರವು (67, 502, 245, 517)
cyan-dot (862, 1404, 871, 1413)
left-column (30, 86, 282, 1386)
tag1-text: ಮುಖ್ಯಮಂತ್ರಿ ಬಸವರಾಜ ಬೊಮ್ಮಾಯಿ ಅವರಿಂದ ಉದ್ಘಾಟನೆ (298, 970, 508, 983)
registration-marks-right (862, 1398, 910, 1417)
handloom-box (662, 664, 920, 778)
story3-headline: ಜೆಎಸ್‌ಎಸ್ ಅರ್ಬನ್ ಹಾತ್‌ನಲ್ಲಿ ವಿಶೇಷ ಕೈಮಗ್ಗ ಮೇಳಕ್ಕೆ ಚಾಲನೆ (662, 351, 898, 383)
black-dot (898, 1404, 907, 1413)
handloom-box-title: ಆಕರ್ಷಣೀಯ ವಿಶೇಷ ಕೈಮಗ್ಗ ಮೇಳ... (663, 665, 919, 680)
basava-photo (416, 990, 792, 1122)
sfi-photo-caption: ವಿದ್ಯಾರ್ಥಿ ಸಂಘಟನೆಯ ಮುಖಂಡರು ಸುದ್ದಿಗೋಷ್ಠಿಯಲ್ಲಿ ಬಂದ್ ಕರೆಯ ಪೋಸ್ಟರ್ ಬಿಡುಗಡೆ ಮಾಡಿದರು. (476, 910, 656, 929)
story6-body-b: ಸುತ್ತೂರು ಮಠದ ಶ್ರೀ ಶಿವರಾತ್ರಿ ದೇಶಿಕೇಂದ್ರ ಸ್ವಾಮೀಜಿ, ಸಿದ್ದಗಂಗಾ ಮಠದ ಶ್ರೀ ಸಿದ್ಧಲಿಂಗ ಸ್ವಾಮೀಜಿ ಸಾನ್ನಿಧ್ಯ ವಹಿಸಲಿದ್ದಾರೆ. ಕೇಂದ್ರ ಸಚಿವ ಪ್ರಹ್ಲಾದ್ ಜೋಷಿ, ಸಂಸದ ಪ್ರತಾಪ್ ಸಿಂಹ, ಶಾಸಕರಾದ ಎಸ್.ಎ.ರಾಮದಾಸ್, ಎಲ್.ನಾಗೇಂದ್ರ, ಸಚಿವ ಎಸ್.ಟಿ.ಸೋಮಶೇಖರ್ ಭಾಗವಹಿಸಲಿದ್ದಾರೆ. ಇದೇ ವೇಳೆ ಸ್ಮರಣ ಸಂಚಿಕೆ ಬಿಡುಗಡೆ ಮಾಡಲಾಗುವುದು. (416, 1126, 538, 1208)
left-head-4: ಒಟ್ಟು 20 ಪ್ರದರ್ಶನ (116, 770, 204, 785)
page-number: 8 (54, 52, 84, 82)
